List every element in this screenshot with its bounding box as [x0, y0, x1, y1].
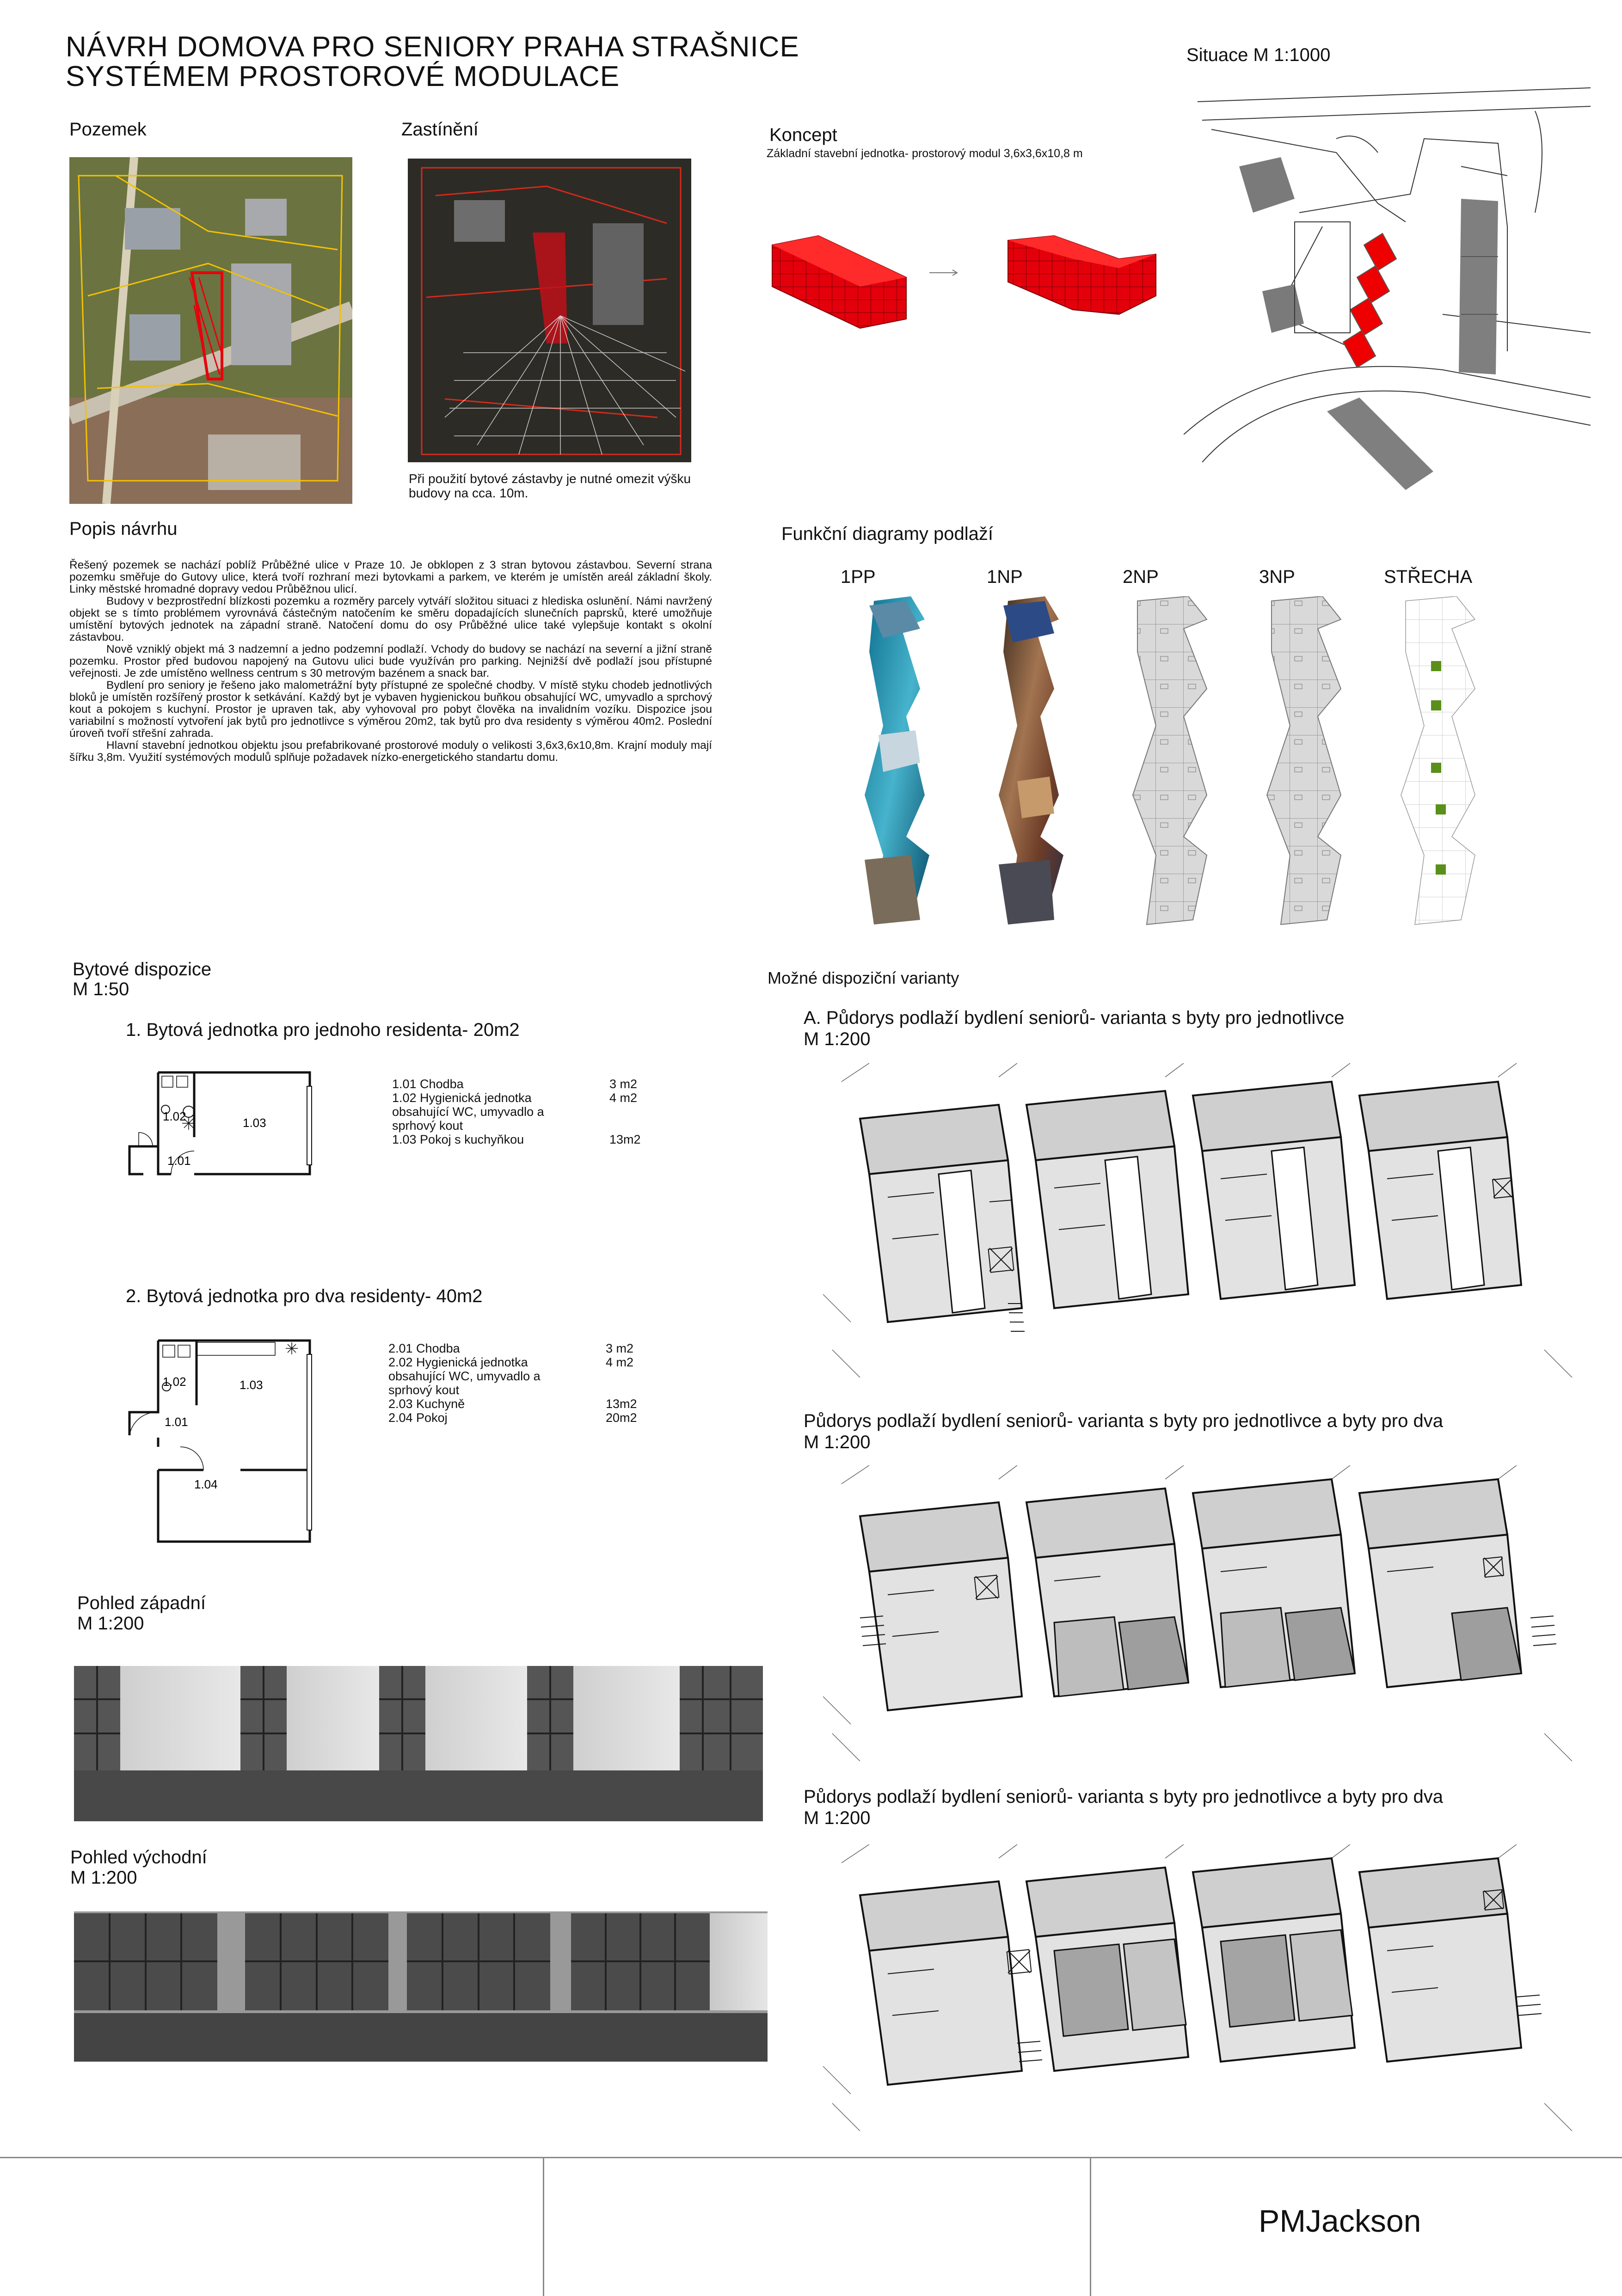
variant-c-scale: M 1:200: [804, 1808, 871, 1828]
koncept-heading: Koncept: [769, 125, 837, 145]
description-paragraph: Hlavní stavební jednotkou objektu jsou prefabrikované prostorové moduly o velikosti 3,6x3,6x10,8m. Krajní moduly mají šířku 3,8m. Využití systémových modulů splňuje požadavek nízko-energetického standartu domu.: [69, 739, 712, 764]
footer-divider: [0, 2157, 1622, 2158]
legend-value: 13m2: [606, 1397, 637, 1411]
legend-row: [392, 1133, 665, 1146]
pohled-vychodni-elevation: [74, 1907, 772, 2064]
situace-heading: Situace M 1:1000: [1186, 45, 1331, 65]
floor-label-1pp: 1PP: [841, 567, 876, 587]
zastineni-note: Při použití bytové zástavby je nutné omezit výšku budovy na cca. 10m.: [409, 471, 691, 500]
legend-key: sprhový kout: [388, 1383, 460, 1397]
floor-label-strecha: STŘECHA: [1384, 567, 1473, 587]
pohled-vychodni-scale: M 1:200: [70, 1867, 137, 1888]
description-paragraph: Budovy v bezprostřední blízkosti pozemku a rozměry parcely vytváří složitou situaci z hlediska oslunění. Námi navržený objekt se s tímto problémem vyrovnává částečným natočením ke směru dopadajících slunečních paprsků, které umožňuje umístění bytových jednotek na západní straně. Natočení domu do osy Průběžné ulice také vylepšuje kontakt s okolní zástavbou.: [69, 595, 712, 643]
variant-a-title: A. Půdorys podlaží bydlení seniorů- varianta s byty pro jednotlivce: [804, 1008, 1345, 1028]
legend-row: [392, 1077, 665, 1091]
legend-key: 2.02 Hygienická jednotka: [388, 1355, 528, 1369]
floor-label-2np: 2NP: [1123, 567, 1159, 587]
author-name: PMJackson: [1259, 2204, 1421, 2239]
legend-row: [388, 1355, 661, 1369]
description-paragraph: Nově vzniklý objekt má 3 nadzemní a jedno podzemní podlaží. Vchody do budovy se nachází na severní a jižní straně pozemku. Prostor před budovou napojený na Gutovu ulici bude využíván pro parking. Nejnižší dvě podlaží jsou přístupné veřejnosti. Je zde umístěno wellness centrum s 30 metrovým bazénem a snack bar.: [69, 643, 712, 680]
legend-row: [388, 1341, 661, 1355]
pohled-zapadni-scale: M 1:200: [77, 1613, 144, 1634]
koncept-subtitle: Základní stavební jednotka- prostorový modul 3,6x3,6x10,8 m: [767, 147, 1083, 160]
legend-key: 2.01 Chodba: [388, 1341, 460, 1355]
variant-c-floorplan: [823, 1844, 1581, 2131]
unit2-room-label: 1.01: [165, 1415, 188, 1429]
dispozice-scale: M 1:50: [73, 979, 129, 999]
floor-label-3np: 3NP: [1259, 567, 1295, 587]
unit2-legend: [388, 1341, 661, 1425]
legend-key: 2.03 Kuchyně: [388, 1397, 465, 1411]
unit1-room-label: 1.03: [243, 1116, 266, 1130]
legend-value: [609, 1105, 665, 1119]
pohled-zapadni-elevation: [74, 1659, 768, 1826]
description-paragraph: Řešený pozemek se nachází poblíž Průběžné ulice v Praze 10. Je obklopen z 3 stran bytovou zástavbou. Severní strana pozemku směřuje do Gutovy ulice, která tvoří rozhraní mezi bytovkami a parkem, ve kterém je umístěn areál základní školy. Linky městské hromadné dopravy vedou Průběžnou ulicí.: [69, 559, 712, 595]
legend-value: 13m2: [609, 1133, 641, 1146]
legend-value: 20m2: [606, 1411, 637, 1425]
legend-value: [609, 1119, 665, 1133]
variant-b-title: Půdorys podlaží bydlení seniorů- varianta s byty pro jednotlivce a byty pro dva: [804, 1411, 1443, 1431]
legend-row: [388, 1397, 661, 1411]
legend-key: obsahující WC, umyvadlo a: [388, 1369, 541, 1383]
unit2-title: 2. Bytová jednotka pro dva residenty- 40m2: [126, 1286, 483, 1306]
legend-key: 2.04 Pokoj: [388, 1411, 448, 1425]
unit1-legend: [392, 1077, 665, 1146]
legend-value: 3 m2: [606, 1341, 634, 1355]
floor-label-1np: 1NP: [987, 567, 1023, 587]
situace-site-plan: [1184, 74, 1591, 504]
unit1-floorplan: [125, 1068, 319, 1179]
koncept-module-diagram: [768, 222, 1165, 333]
variant-a-scale: M 1:200: [804, 1029, 871, 1049]
variant-a-floorplan: [823, 1063, 1581, 1378]
legend-row: [392, 1091, 665, 1105]
variant-c-title: Půdorys podlaží bydlení seniorů- varianta s byty pro jednotlivce a byty pro dva: [804, 1787, 1443, 1807]
variant-b-scale: M 1:200: [804, 1432, 871, 1452]
footer-separator: [543, 2158, 544, 2296]
legend-row: [392, 1105, 665, 1119]
legend-value: [606, 1369, 661, 1383]
funkcni-heading: Funkční diagramy podlaží: [781, 524, 994, 544]
legend-row: [388, 1383, 661, 1397]
pozemek-map-image: [69, 157, 352, 504]
zastineni-heading: Zastínění: [401, 119, 479, 140]
floor-diagrams: [846, 596, 1493, 938]
legend-key: 1.01 Chodba: [392, 1077, 464, 1091]
legend-row: [388, 1369, 661, 1383]
footer-separator: [1090, 2158, 1091, 2296]
legend-value: 4 m2: [609, 1091, 638, 1105]
description-paragraph: Bydlení pro seniory je řešeno jako malometrážní byty přístupné ze společné chodby. V místě styku chodeb jednotlivých bloků je umístěn rozšířený prostor k setkávání. Každý byt je vybaven hygienickou buňkou obsahující WC, umyvadlo a sprchový kout a pokojem s kuchyní. Prostor je upraven tak, aby vyhovoval pro pobyt člověka na invalidním vozíku. Dispozice jsou variabilní s možností vytvoření jak bytů pro jednotlivce s výměrou 20m2, tak bytů pro dva residenty s výměrou 40m2. Poslední úroveň tvoří střešní zahrada.: [69, 679, 712, 740]
legend-value: [606, 1383, 661, 1397]
unit1-room-label: 1.02: [163, 1109, 186, 1123]
unit1-room-label: 1.01: [167, 1154, 191, 1168]
pohled-zapadni-heading: Pohled západní: [77, 1593, 206, 1613]
legend-key: obsahující WC, umyvadlo a: [392, 1105, 544, 1119]
zastineni-map-image: [408, 159, 691, 462]
legend-key: 1.03 Pokoj s kuchyňkou: [392, 1133, 524, 1146]
unit1-title: 1. Bytová jednotka pro jednoho residenta- 20m2: [126, 1020, 520, 1040]
legend-value: 3 m2: [609, 1077, 638, 1091]
legend-row: [388, 1411, 661, 1425]
legend-value: 4 m2: [606, 1355, 634, 1369]
unit2-room-label: 1.02: [163, 1375, 186, 1389]
dispozice-heading: Bytové dispozice: [73, 959, 212, 980]
unit2-room-label: 1.04: [194, 1477, 218, 1491]
legend-key: sprhový kout: [392, 1119, 463, 1133]
unit2-room-label: 1.03: [240, 1378, 263, 1392]
pozemek-heading: Pozemek: [69, 119, 147, 140]
variant-b-floorplan: [823, 1465, 1581, 1761]
varianty-heading: Možné dispoziční varianty: [768, 968, 959, 987]
page-title: NÁVRH DOMOVA PRO SENIORY PRAHA STRAŠNICE SYSTÉMEM PROSTOROVÉ MODULACE: [66, 31, 799, 92]
description-text: [69, 559, 712, 764]
legend-key: 1.02 Hygienická jednotka: [392, 1091, 532, 1105]
legend-row: [392, 1119, 665, 1133]
pohled-vychodni-heading: Pohled východní: [70, 1847, 207, 1867]
popis-heading: Popis návrhu: [69, 519, 178, 539]
unit2-floorplan: [125, 1336, 319, 1549]
